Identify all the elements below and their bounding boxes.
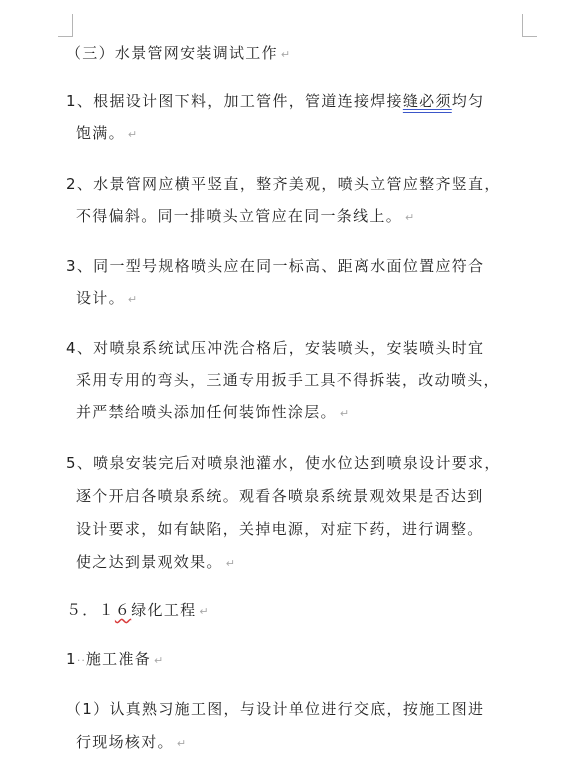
subheading-construction-prep[interactable] [66,644,163,676]
text-run: 逐个开启各喷泉系统。观看各喷泉系统景观效果是否达到 [76,487,484,505]
paragraph-mark-icon: ↵ [225,557,235,570]
paragraph-mark-icon: ↵ [127,128,138,141]
paragraph-1-line-1[interactable] [66,86,484,117]
subheading-title: 施工准备 [85,650,152,668]
text-run: 使之达到景观效果。 [76,553,223,571]
paragraph-4-line-3[interactable] [76,397,349,429]
text-run: 均匀 [451,92,485,110]
text-run: 行现场核对。 [76,733,174,751]
text-run: 采用专用的弯头，三通专用扳手工具不得拆装，改动喷头， [76,371,500,389]
paragraph-mark-icon: ↵ [280,48,291,61]
spell-marked-number: ６ [114,601,132,619]
section-heading-greening[interactable] [66,595,209,627]
text-run: 5、喷泉安装完后对喷泉池灌水，使水位达到喷泉设计要求， [66,454,501,472]
space-marks: ·· [76,654,86,667]
paragraph-5-line-4[interactable] [76,547,235,579]
paragraph-5-line-3[interactable] [76,514,484,545]
text-run: （1）认真熟习施工图，与设计单位进行交底，按施工图进 [66,700,485,718]
paragraph-2-line-1[interactable] [66,169,501,200]
subheading-number: 1 [66,650,77,668]
section-title: 绿化工程 [131,601,197,619]
text-run: 饱满。 [76,124,125,142]
paragraph-mark-icon: ↵ [199,605,209,618]
text-run: 2、水景管网应横平竖直，整齐美观，喷头立管应整齐竖直， [66,175,501,193]
text-run: 3、同一型号规格喷头应在同一标高、距离水面位置应符合 [66,257,485,275]
text-run: 不得偏斜。同一排喷头立管应在同一条线上。 [76,207,403,225]
paragraph-3-line-1[interactable] [66,251,484,282]
paragraph-1-line-2[interactable] [76,118,137,150]
paragraph-5-line-1[interactable] [66,448,501,479]
text-run: 并严禁给喷头添加任何装饰性涂层。 [76,403,337,421]
paragraph-6-line-2[interactable] [76,727,186,759]
heading-water-pipe-install[interactable] [66,38,290,70]
paragraph-4-line-2[interactable] [76,365,500,396]
heading-text: （三）水景管网安装调试工作 [66,44,278,62]
crop-mark-top-left [58,14,73,37]
text-run: 设计。 [76,289,125,307]
paragraph-mark-icon: ↵ [405,211,415,224]
paragraph-2-line-2[interactable] [76,201,414,233]
paragraph-4-line-1[interactable] [66,333,484,364]
section-number: ５．１ [66,601,115,619]
paragraph-3-line-2[interactable] [76,283,137,315]
text-run: 设计要求，如有缺陷，关掉电源，对症下药，进行调整。 [76,520,484,538]
paragraph-5-line-2[interactable] [76,481,484,512]
crop-mark-top-right [522,14,537,37]
grammar-marked-text: 缝必须 [402,92,452,110]
text-run: 4、对喷泉系统试压冲洗合格后，安装喷头，安装喷头时宜 [66,339,485,357]
paragraph-mark-icon: ↵ [154,654,164,667]
paragraph-mark-icon: ↵ [176,737,187,750]
text-run: 1、根据设计图下料，加工管件，管道连接焊接 [66,92,403,110]
paragraph-mark-icon: ↵ [127,293,138,306]
paragraph-mark-icon: ↵ [339,407,350,420]
paragraph-6-line-1[interactable] [66,694,484,725]
